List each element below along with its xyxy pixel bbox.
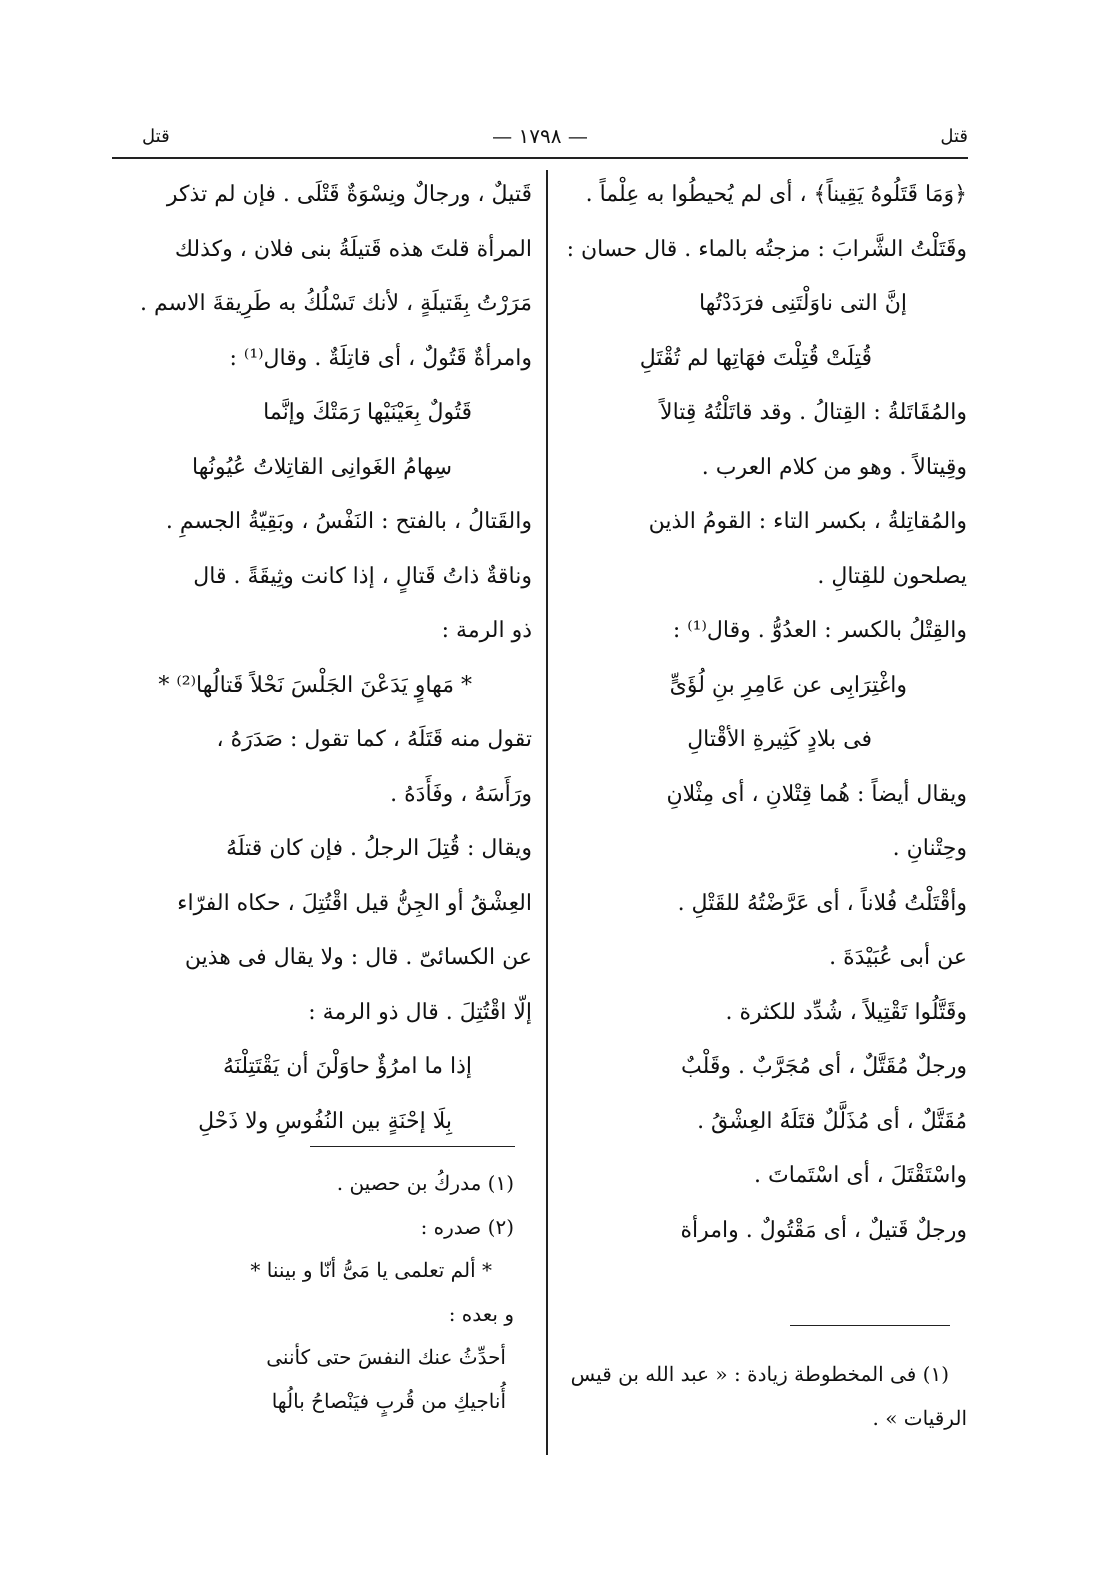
- text-line: والمُقاتِلةُ ، بكسر التاء : القومُ الذين: [648, 509, 967, 534]
- footnote-line: الرقيات » .: [872, 1406, 967, 1430]
- text-line: عن أبى عُبَيْدَةَ .: [829, 945, 967, 970]
- footnote-line: أُناجيكِ من قُربٍ فيَنْصاحُ بالُها: [271, 1388, 506, 1413]
- text-line: وناقةٌ ذاتُ قَتالٍ ، إذا كانت وثِيقَةً . قال: [193, 563, 532, 589]
- verse-line: فى بلادٍ كَثِيرةِ الأقْتالِ: [687, 727, 872, 752]
- footnote-line: أحدِّثُ عنك النفسَ حتى كأننى: [266, 1345, 506, 1369]
- text-line: وأقْتَلْتُ فُلاناً ، أى عَرَّضْتُهُ للقَتْلِ .: [677, 890, 967, 916]
- verse-line: قَتُولٌ بِعَيْنَيْها رَمَتْكَ وإنَّما: [263, 400, 472, 425]
- text-line: إلّا اقْتُتِلَ . قال ذو الرمة :: [308, 999, 532, 1025]
- text-line: واسْتَقْتَلَ ، أى اسْتَماتَ .: [754, 1163, 967, 1188]
- verse-line: سِهامُ الغَوانِى القاتِلاتُ عُيُونُها: [192, 454, 452, 480]
- text-line: وقِيتالاً . وهو من كلام العرب .: [701, 454, 967, 480]
- text-line: يصلحون للقِتالِ .: [817, 563, 967, 589]
- running-head-left: قتل: [142, 126, 170, 147]
- footnote-line: * ألم تعلمى يا مَىُّ أنّا و بيننا *: [250, 1258, 492, 1282]
- footnote-rule-right: [790, 1325, 950, 1326]
- footnote-line: و بعده :: [448, 1301, 514, 1326]
- text-line: العِشْقُ أو الجِنُّ قيل اقْتُتِلَ ، حكاه الفرّاء: [177, 890, 532, 916]
- text-line: عن الكسائىّ . قال : ولا يقال فى هذين: [184, 945, 532, 970]
- text-line: تقول منه قَتَلَهُ ، كما تقول : صَدَرَهُ ،: [216, 727, 532, 752]
- text-line: ويقال أيضاً : هُما قِتْلانِ ، أى مِثْلانِ: [666, 781, 967, 807]
- running-head-right: قتل: [940, 126, 968, 147]
- footnote-rule-left: [310, 1146, 515, 1147]
- verse-line: واغْتِرَابِى عن عَامِرِ بنِ لُؤَىٍّ: [669, 672, 907, 698]
- text-line: قَتيلٌ ، ورجالٌ ونِسْوَةٌ قَتْلَى . فإن لم تذكر: [166, 182, 532, 207]
- verse-line: بِلَا إحْنَةٍ بين النُفُوسِ ولا ذَحْلِ: [198, 1108, 452, 1134]
- text-line: والمُقَاتَلةُ : القِتالُ . وقد قاتَلْتُهُ قِتالاً: [660, 400, 967, 425]
- text-line: والقَتالُ ، بالفتح : النَفْسُ ، وبَقِيّةُ الجسمِ .: [165, 509, 532, 534]
- left-column: [114, 168, 532, 1149]
- text-line: ورَأَسَهُ ، وفَأَدَهُ .: [390, 781, 532, 807]
- verse-line: * مَهاوٍ يَدَعْنَ الجَلْسَ نَحْلاً قَتالُها⁽²⁾ *: [158, 672, 472, 698]
- text-line: وقَتَّلُوا تَقْتِيلاً ، شُدِّد للكثرة .: [725, 999, 967, 1025]
- verse-line: إنَّ التى ناوَلْتَنِى فرَدَدْتُها: [698, 291, 907, 316]
- right-footnotes: [560, 1352, 967, 1440]
- page-header: [112, 124, 968, 156]
- text-line: وقَتَلْتُ الشَّرابَ : مزجتُه بالماء . قال حسان :: [566, 236, 967, 262]
- text-line: ورجلٌ مُقَتَّلٌ ، أى مُجَرَّبٌ . وقَلْبٌ: [681, 1054, 967, 1079]
- text-line: مَرَرْتُ بِقَتيلَةٍ ، لأنك تَسْلُكُ به طَرِيقةَ الاسم .: [139, 291, 532, 316]
- text-line: ذو الرمة :: [441, 618, 532, 643]
- footnote-line: (٢) صدره :: [420, 1214, 514, 1239]
- left-footnotes: [114, 1162, 532, 1423]
- page-number: — ١٧٩٨ —: [492, 124, 588, 148]
- text-line: المرأة قلتَ هذه قَتيلَةُ بنى فلان ، وكذلك: [174, 236, 532, 262]
- text-line: وامرأةٌ قَتُولٌ ، أى قاتِلَةٌ . وقال⁽¹⁾ :: [229, 345, 532, 371]
- right-column: [560, 168, 967, 1258]
- text-line: ويقال : قُتِلَ الرجلُ . فإن كان قتلَهُ: [226, 836, 532, 861]
- text-line: وحِتْنانِ .: [892, 836, 967, 861]
- verse-line: إذا ما امرُؤٌ حاوَلْنَ أن يَقْتَتِلْنَهُ: [222, 1054, 472, 1079]
- text-line: ورجلٌ قَتيلٌ ، أى مَقْتُولٌ . وامرأة: [680, 1217, 967, 1243]
- header-rule: [112, 157, 968, 159]
- verse-line: قُتِلَتْ قُتِلْتَ فهَاتِها لم تُقْتَلِ: [639, 345, 872, 371]
- footnote-line: (١) مدركُ بن حصين .: [336, 1171, 514, 1195]
- column-divider: [546, 170, 548, 1455]
- footnote-line: (١) فى المخطوطة زيادة : « عبد الله بن قيس: [570, 1362, 949, 1386]
- text-line: والقِتْلُ بالكسر : العدُوُّ . وقال⁽¹⁾ :: [672, 618, 967, 643]
- text-line: ﴿وَمَا قَتَلُوهُ يَقِيناً﴾ ، أى لم يُحيطُوا به عِلْماً .: [585, 182, 967, 207]
- text-line: مُقَتَّلٌ ، أى مُذَلَّلٌ قتَلَهُ العِشْقُ .: [697, 1108, 967, 1134]
